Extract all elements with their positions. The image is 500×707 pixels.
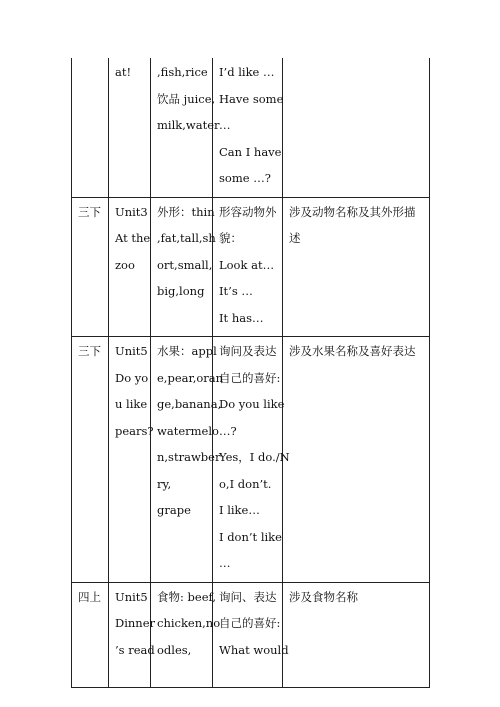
note-cell (283, 337, 430, 583)
cell-text (109, 58, 150, 91)
cell-text (283, 58, 429, 64)
cell-line: Can I have (219, 144, 282, 159)
cell-line: pears? (115, 423, 154, 438)
cell-text (283, 337, 429, 370)
vocabulary-cell (151, 582, 221, 687)
cell-line: ry, (157, 476, 172, 491)
cell-line: 涉及食物名称 (289, 589, 358, 604)
cell-line: 水果：appl (157, 344, 217, 358)
unit-cell (109, 197, 151, 337)
cell-line: Unit3 (115, 204, 148, 219)
table-row (72, 582, 430, 687)
sentence-pattern-cell (213, 337, 290, 583)
curriculum-table (71, 58, 430, 688)
cell-line: 形容动物外 (219, 204, 277, 219)
cell-text (109, 198, 150, 284)
cell-line: 饮品 juice, (157, 91, 216, 106)
note-cell (283, 197, 430, 337)
cell-line: ort,small, (157, 257, 213, 272)
cell-line: 四上 (78, 589, 101, 604)
cell-line: o,I don’t. (219, 476, 272, 491)
cell-text (213, 58, 282, 197)
cell-line: some …? (219, 171, 271, 185)
cell-text (109, 583, 156, 669)
cell-line: 三下 (78, 344, 101, 358)
cell-line: grape (157, 503, 191, 517)
cell-line: ,fat,tall,sh (157, 231, 216, 245)
cell-line: It has… (219, 310, 264, 325)
unit-cell (109, 58, 151, 197)
cell-line: milk,water (157, 118, 220, 132)
cell-line: 自己的喜好: (219, 370, 281, 385)
cell-line: 貌： (219, 231, 242, 245)
cell-line: watermelo (157, 423, 219, 438)
cell-text (109, 337, 154, 449)
sentence-pattern-cell (213, 582, 289, 687)
cell-line: 食物: beef, (157, 589, 217, 604)
sentence-pattern-cell (213, 58, 283, 197)
cell-line: Do you like (219, 397, 285, 411)
note-cell (283, 58, 430, 197)
vocabulary-cell (151, 58, 220, 197)
table-row (72, 197, 430, 337)
cell-line: Yes，I do./N (219, 450, 290, 464)
unit-cell (109, 582, 156, 687)
sentence-pattern-cell (213, 197, 283, 337)
cell-line: ge,banana, (157, 397, 222, 411)
grade-cell (72, 58, 109, 197)
unit-cell (109, 337, 154, 583)
grade-cell (72, 197, 109, 337)
cell-line: 外形：thin (157, 204, 215, 219)
cell-text (213, 198, 282, 337)
cell-line: u like (115, 397, 148, 411)
cell-line: Unit5 (115, 589, 148, 604)
cell-line: e,pear,oran (157, 370, 224, 385)
vocabulary-cell (151, 197, 216, 337)
cell-line: ,fish,rice (157, 65, 208, 79)
cell-line: 询问、表达 (219, 589, 277, 604)
cell-line: ’s read (115, 642, 155, 657)
cell-line: I don’t like (219, 529, 282, 544)
grade-cell (72, 582, 109, 687)
cell-line: n,strawber (157, 450, 221, 464)
cell-line: Unit5 (115, 344, 148, 358)
cell-text (283, 583, 429, 616)
cell-line: Do yo (115, 370, 149, 385)
cell-text (151, 198, 216, 310)
table-row (72, 337, 430, 583)
cell-text (213, 337, 290, 582)
cell-text (72, 198, 108, 231)
cell-text (151, 58, 220, 144)
cell-line: chicken,no (157, 616, 221, 630)
cell-line: 述 (289, 231, 301, 245)
cell-line: 涉及水果名称及喜好表达 (289, 344, 416, 358)
cell-line: 自己的喜好: (219, 616, 281, 630)
cell-text (72, 58, 108, 64)
cell-line: What would (219, 642, 289, 657)
cell-line: … (219, 556, 231, 570)
cell-line: … (219, 118, 231, 132)
grade-cell (72, 337, 109, 583)
cell-line: I like… (219, 503, 260, 517)
cell-line: zoo (115, 257, 135, 272)
cell-text (213, 583, 289, 669)
cell-line: At the (115, 231, 151, 245)
cell-line: It’s … (219, 284, 253, 298)
cell-line: Look at… (219, 257, 275, 272)
cell-line: Dinner (115, 616, 156, 630)
cell-line: 询问及表达 (219, 344, 277, 358)
table-body (72, 58, 430, 687)
cell-text (283, 198, 429, 257)
cell-line: 三下 (78, 204, 101, 219)
cell-text (151, 337, 224, 529)
cell-line: I’d like … (219, 65, 275, 79)
cell-line: big,long (157, 284, 205, 298)
note-cell (283, 582, 430, 687)
vocabulary-cell (151, 337, 224, 583)
cell-line: …? (219, 423, 237, 438)
cell-line: odles, (157, 642, 192, 657)
cell-text (72, 337, 108, 370)
cell-text (72, 583, 108, 616)
cell-line: 涉及动物名称及其外形描 (289, 204, 416, 219)
cell-text (151, 583, 221, 669)
cell-line: Have some (219, 91, 284, 106)
cell-line: at! (115, 65, 132, 79)
table-row (72, 58, 430, 197)
